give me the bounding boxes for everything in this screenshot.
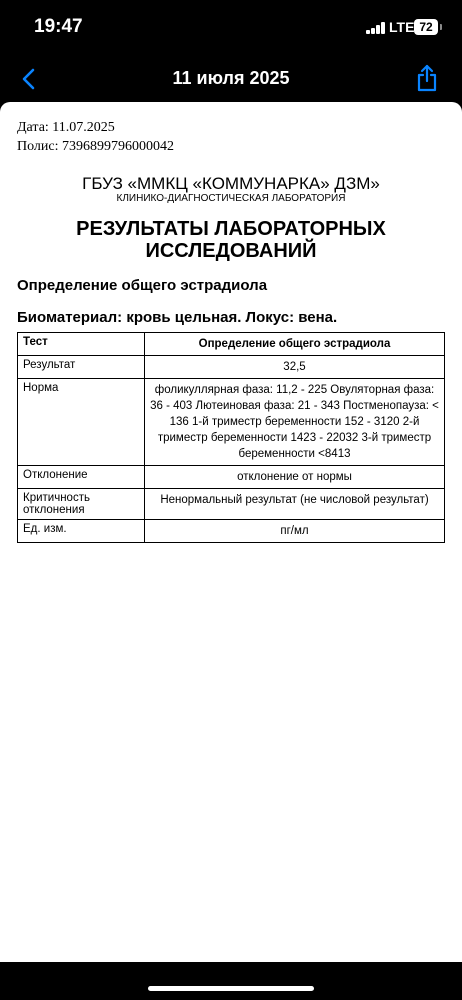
document-date: Дата: 11.07.2025	[17, 120, 115, 135]
table-cell-value: отклонение от нормы	[145, 466, 445, 489]
battery-icon	[414, 19, 438, 35]
test-heading: Определение общего эстрадиола	[17, 277, 268, 294]
biomaterial-line: Биоматериал: кровь цельная. Локус: вена.	[17, 309, 338, 326]
table-cell-value: Ненормальный результат (не числовой результат)	[145, 489, 445, 520]
table-row	[18, 520, 445, 543]
battery-level: 72	[419, 20, 433, 34]
document-page[interactable]	[0, 102, 462, 962]
document-title-line1: РЕЗУЛЬТАТЫ ЛАБОРАТОРНЫХ	[76, 218, 386, 240]
status-bar	[0, 0, 462, 56]
nav-title: 11 июля 2025	[172, 68, 290, 88]
table-cell-value: фоликуллярная фаза: 11,2 - 225 Овуляторная фаза: 36 - 403 Лютеиновая фаза: 21 - 343 Постменопауза: < 136 1-й триместр беременности 152 - 3120 2-й триместр беременности 1423 - 22032 3-й триместр беременности <8413	[145, 379, 445, 466]
table-cell-value: Определение общего эстрадиола	[145, 333, 445, 356]
organization-subtitle: КЛИНИКО-ДИАГНОСТИЧЕСКАЯ ЛАБОРАТОРИЯ	[116, 193, 346, 204]
document-policy: Полис: 7396899796000042	[17, 139, 175, 154]
table-row	[18, 379, 445, 466]
organization-name: ГБУЗ «ММКЦ «КОММУНАРКА» ДЗМ»	[82, 174, 380, 193]
document-title	[0, 218, 462, 262]
bottom-bar	[0, 962, 462, 1000]
table-cell-value: пг/мл	[145, 520, 445, 543]
table-cell-value: 32,5	[145, 356, 445, 379]
network-type: LTE	[389, 19, 415, 35]
results-table	[17, 332, 445, 543]
table-row	[18, 489, 445, 520]
navigation-bar	[0, 56, 462, 102]
table-cell-label: Норма	[18, 379, 145, 466]
table-row	[18, 466, 445, 489]
table-cell-label: Ед. изм.	[18, 520, 145, 543]
table-row	[18, 333, 445, 356]
status-time: 19:47	[34, 16, 83, 37]
document-title-line2: ИССЛЕДОВАНИЙ	[145, 240, 317, 262]
table-row	[18, 356, 445, 379]
home-indicator[interactable]	[148, 986, 314, 991]
battery-tip	[440, 24, 442, 30]
table-cell-label: Отклонение	[18, 466, 145, 489]
table-cell-label: Результат	[18, 356, 145, 379]
share-icon[interactable]	[416, 64, 438, 92]
cellular-signal-icon	[366, 22, 386, 34]
table-cell-label: Тест	[18, 333, 145, 356]
table-cell-label: Критичность отклонения	[18, 489, 145, 520]
